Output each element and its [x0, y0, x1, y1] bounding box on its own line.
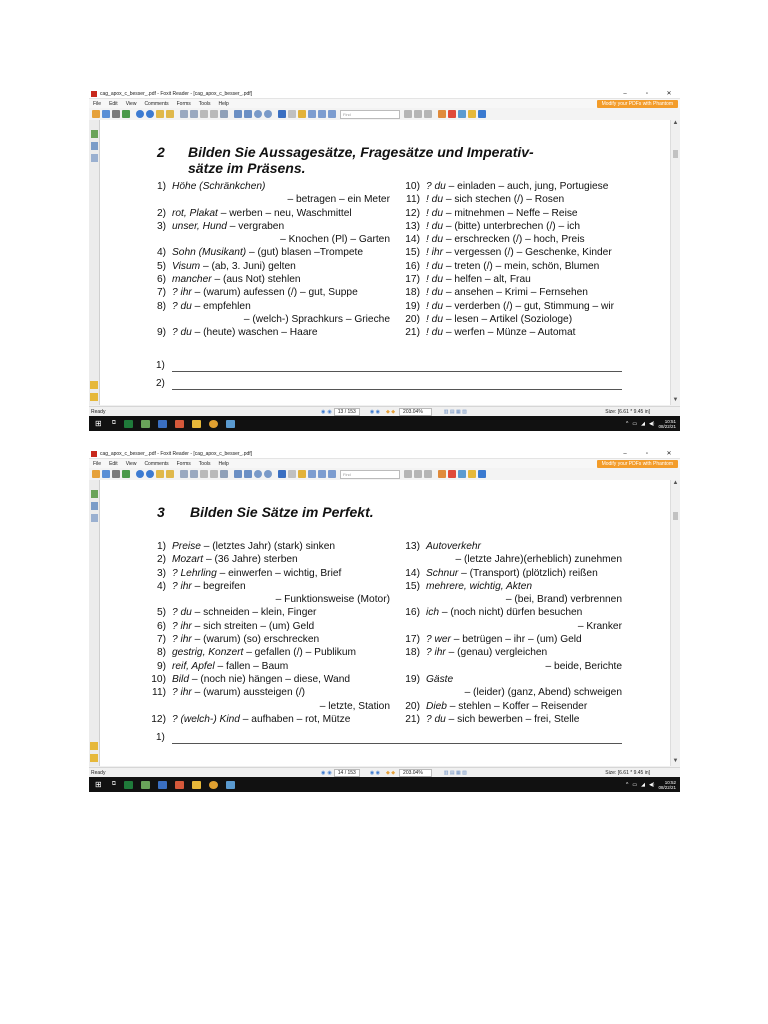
close-button[interactable]: ✕ — [666, 451, 672, 457]
arrow-icon[interactable] — [478, 470, 486, 478]
zoom-out-icon[interactable] — [254, 470, 262, 478]
text-icon[interactable] — [308, 470, 316, 478]
undo-icon[interactable] — [200, 470, 208, 478]
share-icon[interactable] — [458, 110, 466, 118]
right-column — [394, 540, 622, 726]
word-icon[interactable] — [158, 781, 167, 789]
zoom-icon[interactable] — [220, 470, 228, 478]
list-item: 3) unser, Hund – vergraben — [156, 220, 285, 232]
exercise-title-line-1: Bilden Sie Sätze im Perfekt. — [190, 504, 374, 520]
zoom-field[interactable]: 203.04% — [399, 408, 432, 416]
print-icon[interactable] — [112, 110, 120, 118]
search-input[interactable]: Find — [340, 110, 400, 119]
nav-back-icon[interactable]: ◆ ◆ — [385, 408, 396, 415]
list-item: 15) mehrere, wichtig, Akten — [405, 580, 533, 592]
exercise-title-line-1: Bilden Sie Aussagesätze, Fragesätze und Imperativ- — [188, 144, 534, 160]
taskbar — [89, 416, 680, 431]
zoom-in-icon[interactable] — [264, 110, 272, 118]
left-column — [140, 180, 390, 340]
hand-tool-icon[interactable] — [180, 110, 188, 118]
page-size: Size: [6.61 * 9.45 in] — [605, 769, 650, 776]
chrome-icon[interactable] — [209, 781, 218, 789]
list-item: 1) Preise – (letztes Jahr) (stark) sinken — [156, 541, 336, 552]
typewriter-icon[interactable] — [288, 470, 296, 478]
paint-icon[interactable] — [226, 420, 235, 428]
list-item: 11) ? ihr – (warum) aussteigen (/) — [152, 687, 306, 699]
list-item: 20) Dieb – stehlen – Koffer – Reisender — [405, 700, 588, 712]
battery-icon[interactable]: ▭ — [632, 781, 638, 788]
list-item: – (letzte Jahre)(erheblich) zunehmen — [455, 554, 622, 566]
next-icon[interactable] — [146, 110, 154, 118]
list-item: 16) ! du – treten (/) – mein, schön, Blumen — [405, 260, 600, 272]
note-icon[interactable] — [318, 110, 326, 118]
close-button[interactable]: ✕ — [666, 91, 672, 97]
scroll-up-icon[interactable]: ▲ — [672, 120, 679, 126]
list-item: 19) ! du – verderben (/) – gut, Stimmung – wir — [405, 300, 614, 312]
arrow-icon[interactable] — [478, 110, 486, 118]
page-indicator[interactable]: 14 / 153 — [334, 769, 360, 777]
hand-tool-icon[interactable] — [180, 470, 188, 478]
pdf-app-icon — [91, 451, 97, 457]
select-text-icon[interactable] — [190, 110, 198, 118]
navigation-panel — [89, 120, 100, 405]
list-item: 7) ? ihr – (warum) aufessen (/) – gut, Suppe — [156, 287, 358, 299]
next-page-icon[interactable]: ◉ ◉ — [369, 769, 380, 776]
clock[interactable]: 10:51 08/22/21 — [658, 418, 676, 429]
search-options-icon[interactable] — [404, 110, 412, 118]
maximize-button[interactable]: ▫ — [645, 90, 649, 97]
list-item: 5) ? du – schneiden – klein, Finger — [156, 607, 317, 619]
prev-page-icon[interactable]: ◉ — [327, 769, 332, 776]
image-icon[interactable] — [328, 110, 336, 118]
print-icon[interactable] — [112, 470, 120, 478]
layers-icon[interactable] — [90, 381, 98, 389]
minimize-button[interactable]: – — [623, 90, 627, 97]
list-item: 18) ! du – ansehen – Krimi – Fernsehen — [405, 287, 588, 299]
bookmarks-icon[interactable] — [91, 130, 98, 138]
tray-chevron-icon[interactable]: ^ — [626, 781, 629, 788]
list-item: – beide, Berichte — [545, 660, 622, 672]
previous-icon[interactable] — [136, 110, 144, 118]
list-item: 4) Sohn (Musikant) – (gut) blasen –Trompete — [156, 247, 364, 259]
zoom-field[interactable]: 203.04% — [399, 769, 432, 777]
email-icon[interactable] — [122, 110, 130, 118]
status-text: Ready — [91, 769, 106, 776]
volume-icon[interactable]: ◀) — [648, 781, 655, 788]
page-layout-icon[interactable]: ▥ ▤ ▦ ▧ — [443, 408, 467, 415]
pages-icon[interactable] — [91, 142, 98, 150]
menu-comments[interactable]: Comments — [144, 460, 169, 467]
layers-icon[interactable] — [90, 742, 98, 750]
exercise-title — [188, 144, 534, 176]
tray-chevron-icon[interactable]: ^ — [626, 420, 629, 427]
document-page — [100, 120, 670, 405]
system-tray — [626, 780, 680, 790]
fit-page-icon[interactable] — [234, 470, 242, 478]
app-icon[interactable] — [141, 420, 150, 428]
phantom-promo-button[interactable]: Modify your PDFs with Phantom — [597, 100, 678, 108]
open-icon[interactable] — [92, 470, 100, 478]
list-item: 17) ! du – helfen – alt, Frau — [405, 274, 531, 286]
app-icon[interactable] — [141, 781, 150, 789]
comments-panel-icon[interactable] — [90, 393, 98, 401]
forward-icon[interactable] — [166, 470, 174, 478]
list-item: 16) ich – (noch nicht) dürfen besuchen — [405, 607, 583, 619]
answer-line[interactable]: 1) — [156, 732, 622, 746]
list-item: 9) reif, Apfel – fallen – Baum — [156, 660, 289, 672]
exercise-title-line-2: sätze im Präsens. — [188, 160, 306, 176]
menu-tools[interactable]: Tools — [198, 100, 211, 107]
search-input[interactable]: Find — [340, 470, 400, 479]
save-icon[interactable] — [102, 470, 110, 478]
bookmarks-icon[interactable] — [91, 490, 98, 498]
share-icon[interactable] — [458, 470, 466, 478]
snapshot-icon[interactable] — [278, 470, 286, 478]
forward-icon[interactable] — [166, 110, 174, 118]
vertical-scrollbar[interactable] — [670, 480, 680, 766]
excel-icon[interactable] — [124, 781, 133, 789]
text-icon[interactable] — [308, 110, 316, 118]
chrome-icon[interactable] — [209, 420, 218, 428]
fit-width-icon[interactable] — [244, 470, 252, 478]
next-page-icon[interactable]: ◉ ◉ — [369, 408, 380, 415]
open-icon[interactable] — [92, 110, 100, 118]
powerpoint-icon[interactable] — [175, 781, 184, 789]
scroll-up-icon[interactable]: ▲ — [672, 480, 679, 486]
window-title: cag_apox_c_besser_.pdf - Foxit Reader - [cag_apox_c_besser_.pdf] — [100, 90, 253, 97]
list-item: 2) rot, Plakat – werben – neu, Waschmittel — [156, 207, 352, 219]
status-bar — [89, 767, 680, 777]
answer-line[interactable]: 2) — [156, 378, 622, 392]
exercise-number: 2 — [157, 144, 165, 160]
volume-icon[interactable]: ◀) — [648, 420, 655, 427]
menu-view[interactable]: View — [125, 460, 137, 467]
zoom-in-icon[interactable] — [264, 470, 272, 478]
status-text: Ready — [91, 408, 106, 415]
undo-icon[interactable] — [200, 110, 208, 118]
list-item: 14) Schnur – (Transport) (plötzlich) reißen — [405, 567, 598, 579]
prev-page-icon[interactable]: ◉ — [327, 408, 332, 415]
list-item: 21) ? du – sich bewerben – frei, Stelle — [405, 713, 580, 725]
screenshot-2 — [89, 449, 680, 792]
redo-icon[interactable] — [210, 110, 218, 118]
status-bar — [89, 406, 680, 416]
navigation-panel — [89, 480, 100, 766]
comment-icon[interactable] — [468, 110, 476, 118]
title-bar — [89, 449, 680, 459]
list-item: 1) Höhe (Schränkchen) — [156, 181, 266, 192]
list-item: 20) ! du – lesen – Artikel (Soziologe) — [405, 313, 573, 325]
menu-help[interactable]: Help — [218, 460, 229, 467]
answer-line[interactable]: 1) — [156, 360, 622, 374]
document-page — [100, 480, 670, 766]
list-item: 7) ? ihr – (warum) (so) erschrecken — [156, 634, 320, 646]
minimize-button[interactable]: – — [623, 450, 627, 457]
comments-panel-icon[interactable] — [90, 754, 98, 762]
task-view-icon[interactable]: ⧉ — [111, 420, 116, 426]
list-item: 4) ? ihr – begreifen — [156, 580, 246, 592]
right-column — [394, 180, 622, 340]
note-icon[interactable] — [318, 470, 326, 478]
pdf-create-icon[interactable] — [448, 110, 456, 118]
menu-bar — [89, 459, 680, 468]
system-tray — [626, 419, 680, 429]
back-icon[interactable] — [156, 110, 164, 118]
list-item: 12) ! du – mitnehmen – Neffe – Reise — [405, 207, 578, 219]
image-icon[interactable] — [328, 470, 336, 478]
fit-width-icon[interactable] — [244, 110, 252, 118]
list-item: – letzte, Station — [319, 700, 390, 712]
pdf-app-icon — [91, 91, 97, 97]
list-item: 12) ? (welch-) Kind – aufhaben – rot, Mütze — [151, 713, 351, 725]
list-item: 6) mancher – (aus Not) stehlen — [156, 274, 301, 286]
network-icon[interactable]: ◢ — [641, 420, 645, 427]
list-item: 17) ? wer – betrügen – ihr – (um) Geld — [405, 634, 582, 646]
vertical-scrollbar[interactable] — [670, 120, 680, 405]
start-icon[interactable]: ⊞ — [95, 419, 102, 428]
search-prev-icon[interactable] — [414, 110, 422, 118]
menu-bar — [89, 99, 680, 108]
menu-file[interactable]: File — [93, 460, 102, 467]
list-item: 9) ? du – (heute) waschen – Haare — [156, 327, 318, 339]
task-view-icon[interactable]: ⧉ — [111, 781, 116, 787]
search-prev-icon[interactable] — [414, 470, 422, 478]
list-item: – Kranker — [577, 620, 622, 632]
search-options-icon[interactable] — [404, 470, 412, 478]
title-bar — [89, 89, 680, 99]
taskbar — [89, 777, 680, 792]
exercise-number: 3 — [157, 504, 165, 520]
maximize-button[interactable]: ▫ — [645, 450, 649, 457]
list-item: 19) Gäste — [405, 673, 454, 685]
list-item: 15) ! ihr – vergessen (/) – Geschenke, Kinder — [405, 247, 612, 259]
menu-forms[interactable]: Forms — [176, 100, 191, 107]
main-area — [89, 120, 680, 405]
comment-icon[interactable] — [468, 470, 476, 478]
redo-icon[interactable] — [210, 470, 218, 478]
attachments-icon[interactable] — [91, 154, 98, 162]
list-item: 5) Visum – (ab, 3. Juni) gelten — [156, 260, 296, 272]
paint-icon[interactable] — [226, 781, 235, 789]
menu-edit[interactable]: Edit — [109, 100, 118, 107]
search-next-icon[interactable] — [424, 470, 432, 478]
menu-forms[interactable]: Forms — [176, 460, 191, 467]
pdf-create-icon[interactable] — [448, 470, 456, 478]
phantom-promo-button[interactable]: Modify your PDFs with Phantom — [597, 460, 678, 468]
nav-back-icon[interactable]: ◆ ◆ — [385, 769, 396, 776]
clock[interactable]: 10:52 08/22/21 — [658, 779, 676, 790]
highlight-icon[interactable] — [298, 470, 306, 478]
back-icon[interactable] — [156, 470, 164, 478]
list-item: – (welch-) Sprachkurs – Grieche — [243, 313, 390, 325]
list-item: 13) Autoverkehr — [405, 541, 481, 552]
stamp-icon[interactable] — [438, 110, 446, 118]
scroll-down-icon[interactable]: ▼ — [672, 397, 679, 403]
pages-icon[interactable] — [91, 502, 98, 510]
page-layout-icon[interactable]: ▥ ▤ ▦ ▧ — [443, 769, 467, 776]
snapshot-icon[interactable] — [278, 110, 286, 118]
menu-comments[interactable]: Comments — [144, 100, 169, 107]
list-item: 14) ! du – erschrecken (/) – hoch, Preis — [405, 234, 585, 246]
first-page-icon[interactable]: ◉ — [321, 769, 326, 776]
menu-edit[interactable]: Edit — [109, 460, 118, 467]
exercise-title — [190, 504, 374, 520]
scroll-thumb[interactable] — [673, 512, 678, 520]
window-title: cag_apox_c_besser_.pdf - Foxit Reader - [cag_apox_c_besser_.pdf] — [100, 450, 253, 457]
network-icon[interactable]: ◢ — [641, 781, 645, 788]
first-page-icon[interactable]: ◉ — [321, 408, 326, 415]
select-text-icon[interactable] — [190, 470, 198, 478]
page-indicator[interactable]: 13 / 153 — [334, 408, 360, 416]
list-item: 18) ? ihr – (genau) vergleichen — [405, 647, 548, 659]
list-item: 13) ! du – (bitte) unterbrechen (/) – ich — [405, 220, 581, 232]
list-item: 8) ? du – empfehlen — [156, 300, 251, 312]
email-icon[interactable] — [122, 470, 130, 478]
scroll-down-icon[interactable]: ▼ — [672, 758, 679, 764]
list-item: – betragen – ein Meter — [287, 194, 390, 206]
previous-icon[interactable] — [136, 470, 144, 478]
list-item: 10) Bild – (noch nie) hängen – diese, Wand — [151, 673, 351, 685]
scroll-thumb[interactable] — [673, 150, 678, 158]
page-size: Size: [6.61 * 9.45 in] — [605, 408, 650, 415]
folder-icon[interactable] — [192, 781, 201, 789]
list-item: 2) Mozart – (36 Jahre) sterben — [156, 554, 298, 566]
list-item: 3) ? Lehrling – einwerfen – wichtig, Brief — [156, 567, 342, 579]
screenshot-1 — [89, 89, 680, 431]
save-icon[interactable] — [102, 110, 110, 118]
menu-help[interactable]: Help — [218, 100, 229, 107]
battery-icon[interactable]: ▭ — [632, 420, 638, 427]
search-next-icon[interactable] — [424, 110, 432, 118]
excel-icon[interactable] — [124, 420, 133, 428]
folder-icon[interactable] — [192, 420, 201, 428]
list-item: 6) ? ihr – sich streiten – (um) Geld — [156, 620, 315, 632]
list-item: 8) gestrig, Konzert – gefallen (/) – Publikum — [156, 647, 357, 659]
typewriter-icon[interactable] — [288, 110, 296, 118]
zoom-out-icon[interactable] — [254, 110, 262, 118]
powerpoint-icon[interactable] — [175, 420, 184, 428]
main-area — [89, 480, 680, 766]
zoom-icon[interactable] — [220, 110, 228, 118]
left-column — [140, 540, 390, 726]
list-item: – (bei, Brand) verbrennen — [505, 594, 622, 606]
fit-page-icon[interactable] — [234, 110, 242, 118]
menu-file[interactable]: File — [93, 100, 102, 107]
list-item: 10) ? du – einladen – auch, jung, Portugiese — [405, 181, 609, 192]
highlight-icon[interactable] — [298, 110, 306, 118]
list-item: – Knochen (Pl) – Garten — [280, 234, 390, 246]
word-icon[interactable] — [158, 420, 167, 428]
attachments-icon[interactable] — [91, 514, 98, 522]
list-item: 21) ! du – werfen – Münze – Automat — [405, 327, 576, 339]
list-item: – Funktionsweise (Motor) — [275, 594, 390, 606]
menu-tools[interactable]: Tools — [198, 460, 211, 467]
list-item: – (leider) (ganz, Abend) schweigen — [464, 687, 622, 699]
start-icon[interactable]: ⊞ — [95, 780, 102, 789]
list-item: 11) ! du – sich stechen (/) – Rosen — [406, 194, 565, 206]
stamp-icon[interactable] — [438, 470, 446, 478]
next-icon[interactable] — [146, 470, 154, 478]
menu-view[interactable]: View — [125, 100, 137, 107]
